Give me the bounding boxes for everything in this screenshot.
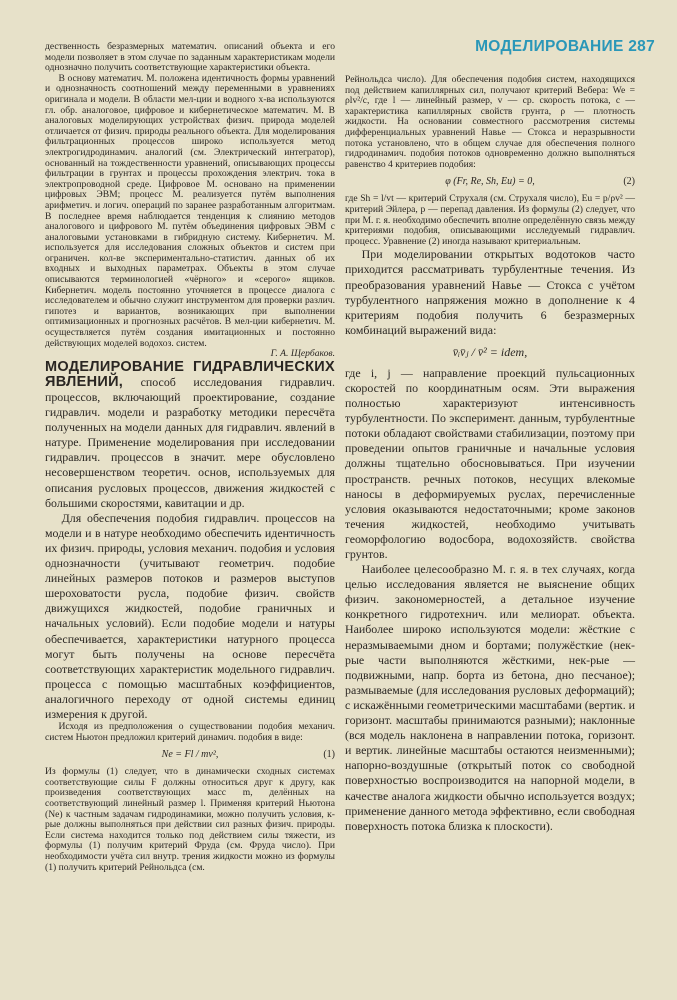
right-column [345,75,635,834]
left-paragraph: дественность безразмерных математич. описаний объекта и его модели позволяет в этом случае по заданным характеристикам модели однозначно получить соответствующие характеристики объекта. [45,41,335,74]
page-header: МОДЕЛИРОВАНИЕ 287 [475,38,655,55]
criteria-formula [345,175,635,189]
right-paragraph: где i, j — направление проекций пульсационных скоростей по координатным осям. Эти выражения полностью характеризуют интенсивность турбулентности. По эксперимент. данным, турбулентные потоки обладают свойствами стабилизации, поэтому при проведении опытов граничные и начальные условия должны тщательно обосновываться. При изучении пространств. речных потоков, несущих влекомые наносы в деформируемых руслах, перечисленные условия оказываются недостаточными; кроме законов течения жидкостей, необходимо учитывать геоморфологию водосбора, водохозяйств. свойства грунтов. [345,365,635,561]
article-intro-text: способ исследования гидравлич. процессов, включающий проектирование, создание гидравлич. модели и разработку методики пересчёта полученных на модели данных для гидравлич. явлений в натуре. Применение моделирования при исследовании гидравлич. процессов в значит. мере обусловлено несовершенством теоретич. основ, используемых для описания русловых процессов, движения жидкостей с большими скоростями, кавитации и др. [45,374,335,510]
left-column [45,42,335,873]
formula-text: Ne = Fl / mv², [161,749,219,761]
formula-text: v̄ᵢv̄ⱼ / v̄² = idem, [452,344,528,359]
equation-number: (2) [623,176,635,188]
article-heading: МОДЕЛИРОВАНИЕ ГИДРАВЛИЧЕСКИХ ЯВЛЕНИЙ, [45,358,335,390]
right-paragraph: Наиболее целесообразно М. г. я. в тех случаях, когда целью исследования является не выяснение общих физич. закономерностей, а детальное изучение конкретного гидротехнич. или мелиорат. объекта. Наиболее широко используются модели: жёсткие с неразмываемыми дном и бортами; полужёсткие (нек-рые части выполняются жёсткими, нек-рые — подвижными, напр. борта из бетона, дно песчаное); размываемые (для исследования русловых деформаций); с искажёнными геометрическими масштабами (вертик. и горизонт. масштабы принимаются разными); наклонные (вся модель наклонена в направлении потока, горизонт. и вертик. линейные масштабы остаются неизменными); напорно-воздушные (открытый поток со свободной поверхностью воспроизводится на напорной модели, в качестве аналога жидкости обычно используется воздух; применение данного метода эффективно, если свободная поверхность потока близка к плоскости). [345,562,636,833]
equation-number: (1) [323,749,335,761]
turbulence-formula [345,344,635,360]
left-paragraph: Для обеспечения подобия гидравлич. процессов на модели и в натуре необходимо обеспечить идентичность их физич. природы, условия механич. подобия и условия однозначности (учитывают геометрич. подобие линейных размеров потоков и размеров выступов шероховатости русла, подобие физич. свойств движущихся жидкостей, подобие граничных и начальных условий). Если подобие модели и натуры обеспечивается, характеристики натурного процесса могут быть получены на основе пересчёта соответствующих характеристик модельного гидравлич. процесса с помощью масштабных коэффициентов, аналогичного переходу от одной системы единиц измерения к другой. [45,510,335,721]
left-paragraph: Из формулы (1) следует, что в динамически сходных системах соответствующие силы F должны относиться друг к другу, как произведения соответствующих масс m, делённых на соответствующий линейный размер l. Применяя критерий Ньютона (Ne) к частным задачам гидродинамики, можно получить условия, к-рые должны выполняться при действии сил разных физич. природы. Если система находится только под действием силы тяжести, из формулы (1) получим критерий Фруда (см. Фруда число). При необходимости учёта сил внутр. трения жидкости можно из формулы (1) получить критерий Рейнольдса (см. [45,766,335,873]
right-paragraph: При моделировании открытых водотоков часто приходится рассматривать турбулентные течения. Из преобразования уравнений Навье — Стокса с учётом турбулентного напряжения можно в дополнение к 4 критериям подобия получить 6 безразмерных комбинаций выражений вида: [345,247,635,337]
newton-formula [45,748,335,762]
right-paragraph: Рейнольдса число). Для обеспечения подобия систем, находящихся под действием капиллярных сил, получают критерий Вебера: We = ρlv²/c, где l — линейный размер, v — ср. скорость потока, c — характеристика капиллярных свойств грунта, ρ — плотность жидкости. На основании совместного рассмотрения системы дифференциальных уравнений Навье — Стокса и неразрывности потока установлено, что в общем случае для обеспечения полного гидродинамич. подобия потоков одновременно должно выполняться равенство 4 критериев подобия: [345,74,635,170]
article-intro [45,360,335,511]
left-paragraph: В основу математич. М. положена идентичность формы уравнений и однозначность соотношений между переменными в уравнениях оригинала и модели. В области мел-ции и водного х-ва используются гл. обр. аналоговое, цифровое и кибернетическое математич. М. В аналоговых моделирующих устройствах физич. природа моделей отличается от физич. природы реального объекта. Для моделирования фильтрационных процессов широко используется метод электрогидродинамич. аналогий (см. Электрический интегратор), основанный на тождественности уравнений, описывающих процессы фильтрации в грунтах и процессы прохождения электрич. тока в электропроводной среде. Цифровое М. основано на применении цифровых ЭВМ; процесс М. реализуется путём выполнения арифметич. и логич. операций по заранее разработанным алгоритмам. В последнее время наблюдается тенденция к слиянию методов аналогового и цифрового М. путём объединения цифровых ЭВМ с аналоговыми установками в гибридную систему. Кибернетич. М. используется для исследования сложных объектов и систем при ограничен. кол-ве экспериментально-статистич. данных об их входных и выходных параметрах. Объекты в этом случае описываются терминологией «чёрного» и «серого» ящиков. Кибернетич. модель постоянно уточняется в процессе диалога с исследователем и обычно служит инструментом для проверки различ. гипотез и вариантов, возникающих при выполнении оптимизационных и прогнозных расчётов. В мел-ции кибернетич. М. осуществляется путём создания имитационных и постоянно действующих моделей водохоз. систем. [45,72,335,349]
author-signature: Г. А. Щербаков. [270,348,335,360]
right-paragraph: где Sh = l/vt — критерий Струхаля (см. Струхаля число), Eu = p/ρv² — критерий Эйлера, p — перепад давления. Из формулы (2) следует, что при М. г. я. необходимо обеспечить вполне определённую связь между критериями подобия, описывающими исследуемый гидравлич. процесс. Уравнение (2) иногда называют критериальным. [345,193,635,247]
formula-text: φ (Fr, Re, Sh, Eu) = 0, [445,176,535,188]
left-paragraph: Исходя из предположения о существовании подобия механич. систем Ньютон предложил критерий динамич. подобия в виде: [45,721,335,743]
